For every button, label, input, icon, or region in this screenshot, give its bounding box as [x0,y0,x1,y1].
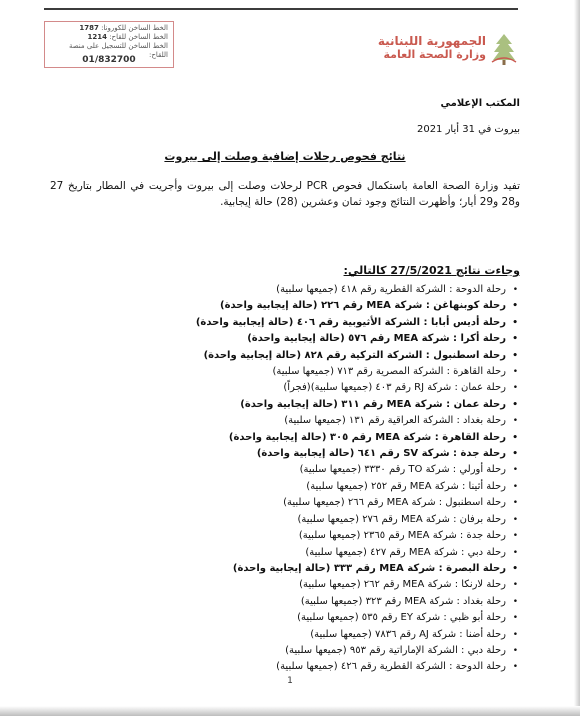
scan-edge-right [574,0,580,716]
flight-result-text: رحلة القاهرة : شركة MEA رقم ٣٠٥ (حالة إيجابية واحدة) [228,431,506,443]
bullet-icon: • [512,662,518,673]
flight-result-text: رحلة البصرة : شركة MEA رقم ٣٣٣ (حالة إيجابية واحدة) [232,562,506,574]
bullet-icon: • [512,399,518,410]
flight-result-item [196,643,518,659]
bullet-icon: • [512,432,518,443]
bullet-icon: • [512,285,518,295]
bullet-icon: • [512,498,518,509]
flight-result-text: رحلة اسطنبول : الشركة التركية رقم ٨٢٨ (حالة إيجابية واحدة) [203,349,506,361]
flight-result-item [196,512,518,528]
flight-result-text: رحلة عمان : شركة RJ رقم ٤٠٣ (جميعها سلبية)(فجراً) [283,382,506,394]
flight-result-item [196,627,518,643]
flight-result-item [196,331,518,347]
flight-result-item [196,479,518,495]
logo-line-republic: الجمهورية اللبنانية [377,34,486,48]
flight-result-text: رحلة لارنكا : شركة MEA رقم ٢٦٢ (جميعها سلبية) [299,579,506,591]
document-title: نتائج فحوص رحلات إضافية وصلت إلى بيروت [164,150,406,163]
bullet-icon: • [512,350,518,361]
flight-result-text: رحلة أبو ظبي : شركة EY رقم ٥٣٥ (جميعها سلبية) [297,612,506,624]
bullet-icon: • [512,563,518,574]
office-label: المكتب الإعلامي [440,98,520,109]
bullet-icon: • [512,301,518,312]
flight-result-text: رحلة عمان : شركة MEA رقم ٣١١ (حالة إيجابية واحدة) [240,398,506,410]
page-number: 1 [287,676,293,686]
flight-result-text: رحلة جدة : شركة MEA رقم ٢٣٦٥ (جميعها سلبية) [298,530,506,542]
flight-result-item [196,577,518,593]
bullet-icon: • [512,547,518,558]
flight-result-item [196,495,518,511]
intro-paragraph: تفيد وزارة الصحة العامة باستكمال فحوص PCR لرحلات وصلت إلى بيروت وأجريت في المطار بتاريخ 27 و28 و29 أيار؛ وأظهرت النتائج وجود ثمان وعشرين (28) حالة إيجابية. [50,180,520,208]
flight-result-text: رحلة أضنا : شركة AJ رقم ٧٨٣٦ (جميعها سلبية) [310,628,506,640]
bullet-icon: • [512,383,518,394]
flight-result-item [195,315,518,331]
flight-result-item [196,364,518,380]
flight-result-item [196,298,518,314]
flight-result-item [196,413,518,429]
flight-result-text: رحلة جدة : شركة SV رقم ٦٤١ (حالة إيجابية واحدة) [256,448,506,460]
flight-result-text: رحلة الدوحة : الشركة القطرية رقم ٤٢٦ (جميعها سلبية) [276,661,506,673]
scan-edge-bottom [0,706,580,716]
flight-results-list [196,282,520,676]
flight-result-item [196,545,518,561]
bullet-icon: • [512,367,518,378]
flight-result-text: رحلة بغداد : شركة MEA رقم ٣٢٣ (جميعها سلبية) [300,595,506,607]
flight-result-text: رحلة أديس أبابا : الشركة الأثيوبية رقم ٤٠٦ (حالة إيجابية واحدة) [195,316,506,328]
logo-line-ministry: وزارة الصحة العامة [383,48,486,61]
bullet-icon: • [512,580,518,591]
flight-result-item [196,659,518,675]
bullet-icon: • [512,645,518,656]
flight-result-item [196,380,518,396]
flight-result-text: رحلة أثينا : شركة MEA رقم ٢٥٢ (جميعها سلبية) [306,480,506,492]
bullet-icon: • [512,531,518,542]
date-line: بيروت في 31 أيار 2021 [416,124,520,135]
bullet-icon: • [512,596,518,607]
bullet-icon: • [512,317,518,328]
flight-result-text: رحلة دبي : الشركة الإماراتية رقم ٩٥٣ (جميعها سلبية) [285,644,506,656]
vaccine-hotline: الخط الساخن للقاح: 1214 [87,33,168,41]
flight-result-item [196,462,518,478]
flight-result-text: رحلة القاهرة : الشركة المصرية رقم ٧١٣ (جميعها سلبية) [272,366,506,378]
flight-result-item [196,561,518,577]
registration-hotline-label: الخط الساخن للتسجيل على منصة اللقاح: [68,42,168,59]
bullet-icon: • [512,629,518,640]
bullet-icon: • [512,514,518,525]
flight-result-item [196,282,518,298]
flight-result-text: رحلة الدوحة : الشركة القطرية رقم ٤١٨ (جميعها سلبية) [276,284,506,295]
cedar-icon [490,32,518,66]
registration-hotline-number: 01/832700 [82,55,136,65]
results-heading: وجاءت نتائج 27/5/2021 كالتالي: [343,264,520,277]
bullet-icon: • [512,465,518,476]
flight-result-text: رحلة دبي : شركة MEA رقم ٤٢٧ (جميعها سلبية) [305,546,506,558]
hotline-box [44,21,174,68]
bullet-icon: • [512,481,518,492]
flight-result-item [196,528,518,544]
flight-result-text: رحلة برفان : شركة MEA رقم ٢٧٦ (جميعها سلبية) [297,513,506,525]
flight-result-item [196,397,518,413]
bullet-icon: • [512,416,518,427]
flight-result-text: رحلة أكرا : شركة MEA رقم ٥٧٦ (حالة إيجابية واحدة) [247,333,506,345]
ministry-logo [358,32,518,72]
flight-result-text: رحلة بغداد : الشركة العراقية رقم ١٣١ (جميعها سلبية) [284,415,506,427]
bullet-icon: • [512,613,518,624]
flight-result-text: رحلة أورلي : شركة TO رقم ٣٣٣٠ (جميعها سلبية) [299,464,506,476]
flight-result-item [196,430,518,446]
flight-result-item [196,594,518,610]
top-divider [44,8,518,10]
flight-result-text: رحلة اسطنبول : شركة MEA رقم ٢٦٦ (جميعها سلبية) [283,497,506,509]
bullet-icon: • [512,334,518,345]
flight-result-item [196,610,518,626]
flight-result-item [196,446,518,462]
corona-hotline: الخط الساخن للكورونا: 1787 [79,24,168,32]
flight-result-text: رحلة كوبنهاغن : شركة MEA رقم ٢٢٦ (حالة إيجابية واحدة) [220,300,506,312]
bullet-icon: • [512,449,518,460]
flight-result-item [196,348,518,364]
